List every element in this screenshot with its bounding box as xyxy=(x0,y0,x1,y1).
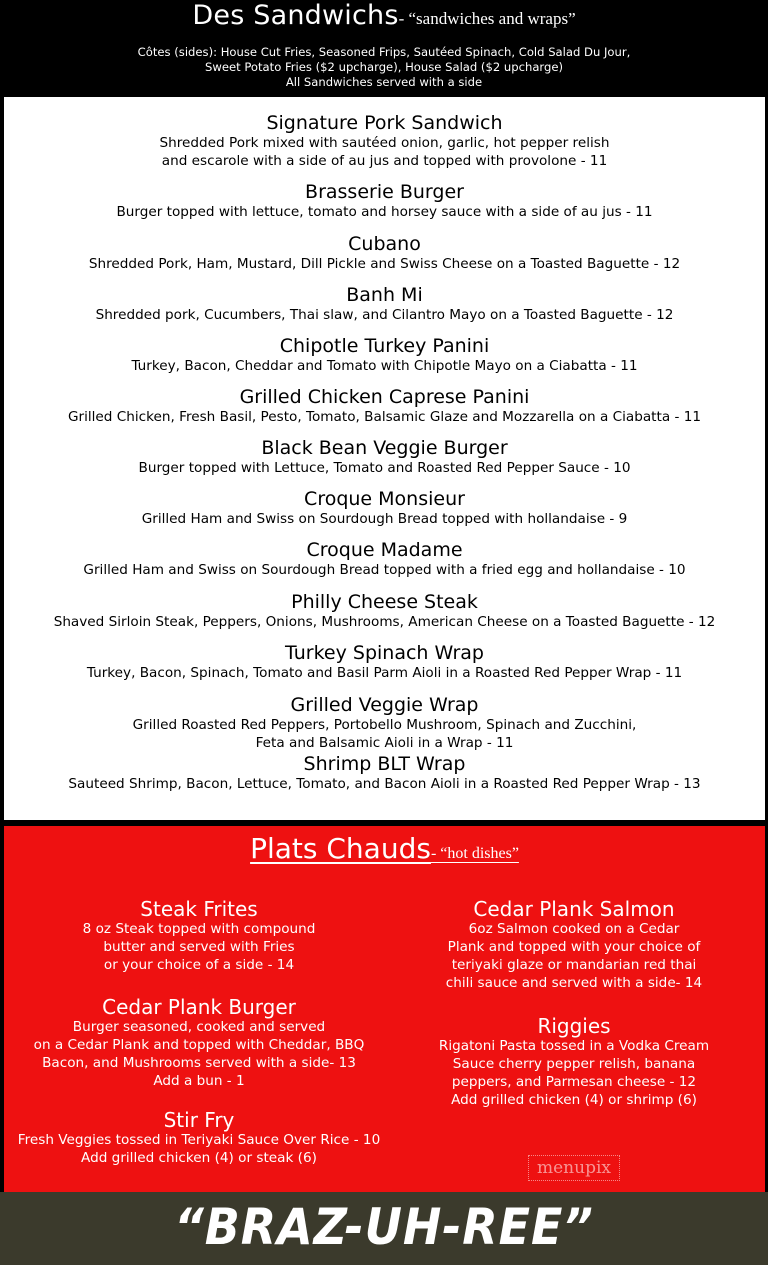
dish-riggies xyxy=(389,1015,759,1109)
dish-description: Bacon, and Mushrooms served with a side- 13 xyxy=(42,1055,356,1071)
item-description: Feta and Balsamic Aioli in a Wrap - 11 xyxy=(255,735,514,751)
menu-item xyxy=(4,694,765,752)
dish-description: Burger seasoned, cooked and served xyxy=(72,1019,326,1035)
menu-item xyxy=(4,233,765,273)
dish-description: 8 oz Steak topped with compound xyxy=(82,921,316,937)
item-description: and escarole with a side of au jus and topped with provolone - 11 xyxy=(161,153,608,169)
item-name: Black Bean Veggie Burger xyxy=(261,437,508,459)
item-name: Banh Mi xyxy=(346,284,423,306)
item-description: Burger topped with Lettuce, Tomato and Roasted Red Pepper Sauce - 10 xyxy=(138,460,631,476)
dish-description: Fresh Veggies tossed in Teriyaki Sauce Over Rice - 10 xyxy=(17,1132,381,1148)
item-description: Turkey, Bacon, Spinach, Tomato and Basil Parm Aioli in a Roasted Red Pepper Wrap - 11 xyxy=(86,665,683,681)
item-name: Brasserie Burger xyxy=(305,181,464,203)
menu-item xyxy=(4,753,765,793)
dish-description: peppers, and Parmesan cheese - 12 xyxy=(451,1074,697,1090)
sides-line: Côtes (sides): House Cut Fries, Seasoned Frips, Sautéed Spinach, Cold Salad Du Jour, xyxy=(137,45,631,59)
item-description: Turkey, Bacon, Cheddar and Tomato with Chipotle Mayo on a Ciabatta - 11 xyxy=(131,358,638,374)
item-name: Croque Monsieur xyxy=(304,488,465,510)
dish-description: Add grilled chicken (4) or steak (6) xyxy=(81,1150,317,1166)
sandwich-title-line xyxy=(0,0,768,31)
sandwich-list xyxy=(4,97,765,820)
dish-name: Stir Fry xyxy=(163,1108,235,1132)
brand-footer xyxy=(0,1192,768,1265)
dish-description: 6oz Salmon cooked on a Cedar xyxy=(468,921,680,937)
dish-name: Steak Frites xyxy=(140,897,258,921)
menu-item xyxy=(4,112,765,170)
section-title-sandwiches: Des Sandwichs xyxy=(192,0,399,31)
item-name: Croque Madame xyxy=(306,539,463,561)
item-description: Shredded Pork, Ham, Mustard, Dill Pickle and Swiss Cheese on a Toasted Baguette - 12 xyxy=(88,256,681,272)
item-name: Signature Pork Sandwich xyxy=(266,112,503,134)
menu-item xyxy=(4,335,765,375)
menu-item xyxy=(4,386,765,426)
dish-stir-fry xyxy=(4,1109,394,1167)
dish-description: Plank and topped with your choice of xyxy=(447,939,701,955)
dish-description: Add grilled chicken (4) or shrimp (6) xyxy=(451,1092,697,1108)
menu-item xyxy=(4,591,765,631)
item-name: Cubano xyxy=(348,233,421,255)
sides-notes xyxy=(0,45,768,90)
dish-cedar-plank-burger xyxy=(4,996,394,1090)
dish-description: Rigatoni Pasta tossed in a Vodka Cream xyxy=(438,1038,710,1054)
item-description: Burger topped with lettuce, tomato and horsey sauce with a side of au jus - 11 xyxy=(116,204,653,220)
hot-dishes-section xyxy=(4,826,765,1192)
dish-description: teriyaki glaze or mandarian red thai xyxy=(451,957,697,973)
item-description: Grilled Chicken, Fresh Basil, Pesto, Tomato, Balsamic Glaze and Mozzarella on a Ciabatta - 11 xyxy=(67,409,701,425)
dish-description: Sauce cherry pepper relish, banana xyxy=(452,1056,696,1072)
menu-item xyxy=(4,539,765,579)
hot-dishes-heading xyxy=(4,832,765,865)
dish-description: or your choice of a side - 14 xyxy=(103,957,295,973)
item-name: Chipotle Turkey Panini xyxy=(279,335,490,357)
menupix-watermark: menupix xyxy=(528,1155,620,1181)
item-description: Sauteed Shrimp, Bacon, Lettuce, Tomato, and Bacon Aioli in a Roasted Red Pepper Wrap - 13 xyxy=(68,776,701,792)
item-description: Shaved Sirloin Steak, Peppers, Onions, Mushrooms, American Cheese on a Toasted Baguette - 12 xyxy=(53,614,716,630)
brand-name: “BRAZ-UH-REE” xyxy=(174,1198,594,1256)
section-subtitle-hot: - “hot dishes” xyxy=(430,845,519,862)
dish-name: Riggies xyxy=(537,1014,611,1038)
item-name: Grilled Veggie Wrap xyxy=(290,694,479,716)
dish-name: Cedar Plank Salmon xyxy=(473,897,675,921)
item-name: Grilled Chicken Caprese Panini xyxy=(239,386,530,408)
item-name: Turkey Spinach Wrap xyxy=(285,642,484,664)
sides-note: All Sandwiches served with a side xyxy=(285,75,483,89)
menu-item xyxy=(4,488,765,528)
menu-item xyxy=(4,642,765,682)
item-description: Grilled Roasted Red Peppers, Portobello Mushroom, Spinach and Zucchini, xyxy=(132,717,637,733)
dish-name: Cedar Plank Burger xyxy=(102,995,296,1019)
sandwich-header xyxy=(0,0,768,96)
item-description: Grilled Ham and Swiss on Sourdough Bread topped with hollandaise - 9 xyxy=(141,511,628,527)
item-name: Philly Cheese Steak xyxy=(291,591,478,613)
dish-description: butter and served with Fries xyxy=(103,939,295,955)
item-description: Shredded pork, Cucumbers, Thai slaw, and Cilantro Mayo on a Toasted Baguette - 12 xyxy=(95,307,674,323)
dish-description: chili sauce and served with a side- 14 xyxy=(445,975,703,991)
dish-description: on a Cedar Plank and topped with Cheddar, BBQ xyxy=(33,1037,365,1053)
section-subtitle-sandwiches: - “sandwiches and wraps” xyxy=(398,9,576,28)
menu-item xyxy=(4,181,765,221)
menu-item xyxy=(4,284,765,324)
dish-description: Add a bun - 1 xyxy=(153,1073,245,1089)
dish-cedar-plank-salmon xyxy=(389,898,759,992)
section-title-hot: Plats Chauds xyxy=(250,832,431,865)
item-description: Shredded Pork mixed with sautéed onion, garlic, hot pepper relish xyxy=(159,135,610,151)
dish-steak-frites xyxy=(4,898,394,974)
item-name: Shrimp BLT Wrap xyxy=(303,753,466,775)
sides-line: Sweet Potato Fries ($2 upcharge), House Salad ($2 upcharge) xyxy=(204,60,564,74)
menu-item xyxy=(4,437,765,477)
item-description: Grilled Ham and Swiss on Sourdough Bread topped with a fried egg and hollandaise - 10 xyxy=(83,562,686,578)
